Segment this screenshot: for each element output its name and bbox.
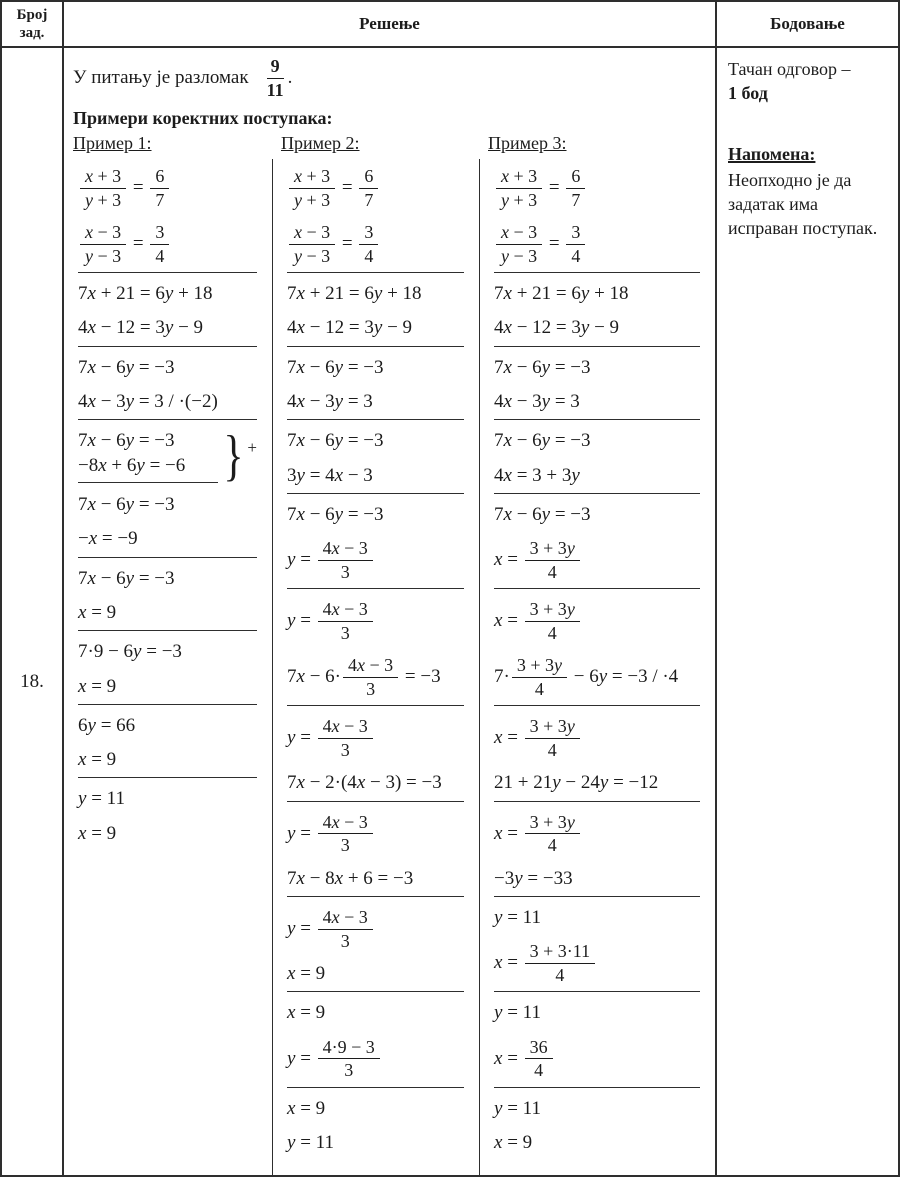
equation-block xyxy=(494,464,700,494)
math-text: 21 + 21y − 24y = −12 xyxy=(494,772,659,794)
equation-line xyxy=(78,675,257,699)
fraction-numerator: 4x − 3 xyxy=(318,538,373,561)
equation-line xyxy=(494,811,700,857)
math-text: = −3 xyxy=(400,666,441,688)
scoring-cell xyxy=(717,48,898,1175)
math-text: 7x − 6y = −3 xyxy=(78,493,175,515)
equation-block xyxy=(494,537,700,589)
fraction-numerator: 3 + 3y xyxy=(525,538,580,561)
equation-line xyxy=(287,537,464,583)
equation-line xyxy=(78,221,257,267)
equation-line xyxy=(494,1131,700,1155)
equation-line xyxy=(494,940,700,986)
fraction xyxy=(566,166,585,210)
equation-line xyxy=(78,714,257,738)
math-text: y = xyxy=(287,610,316,632)
example-columns-row xyxy=(64,159,715,1175)
equation-line xyxy=(287,867,464,891)
math-text: = xyxy=(128,232,149,254)
fraction-numerator: x − 3 xyxy=(496,222,542,245)
system-equations xyxy=(78,429,218,483)
fraction-numerator: 3 + 3·11 xyxy=(525,941,595,964)
equation-line xyxy=(78,165,257,211)
equation-block xyxy=(287,1036,464,1088)
math-text: 7x − 2·(4x − 3) = −3 xyxy=(287,772,442,794)
system-brace: } xyxy=(222,424,244,487)
fraction xyxy=(525,812,580,856)
math-text: y = xyxy=(287,822,316,844)
equation-line xyxy=(78,282,257,306)
equation-block xyxy=(494,1097,700,1121)
math-text: x = 9 xyxy=(287,963,326,985)
fraction-denominator: 3 xyxy=(340,930,350,951)
header-problem-number: Број зад. xyxy=(2,2,64,46)
equation-block xyxy=(78,493,257,517)
example-3-column xyxy=(479,159,715,1175)
fraction-numerator: 4x − 3 xyxy=(343,655,398,678)
math-text: 4x − 12 = 3y − 9 xyxy=(287,317,413,339)
math-text: y = xyxy=(287,549,316,571)
equation-block xyxy=(287,282,464,306)
math-text: = xyxy=(337,232,358,254)
equation-line xyxy=(494,503,700,527)
equation-block xyxy=(287,598,464,644)
equation-block xyxy=(287,962,464,992)
fraction-denominator: 3 xyxy=(340,739,350,760)
equation-block xyxy=(78,714,257,738)
fraction-numerator: 36 xyxy=(525,1037,553,1060)
fraction-numerator: 3 xyxy=(359,222,378,245)
math-text: y = 11 xyxy=(494,907,541,929)
equation-block xyxy=(78,221,257,273)
equation-block xyxy=(287,221,464,273)
equation-block xyxy=(494,429,700,453)
fraction-denominator: 4 xyxy=(547,739,557,760)
math-text: x = xyxy=(494,727,523,749)
equation-block xyxy=(287,715,464,761)
equation-block xyxy=(494,316,700,346)
equation-line xyxy=(287,598,464,644)
math-text: x = xyxy=(494,549,523,571)
scoring-note-text: Неопходно је да задатак има исправан поступак. xyxy=(728,169,878,239)
equation-block xyxy=(494,715,700,761)
fraction-numerator: 4x − 3 xyxy=(318,812,373,835)
equation-block xyxy=(494,282,700,306)
example-labels-row xyxy=(64,131,715,159)
equation-line xyxy=(78,493,257,517)
fraction xyxy=(150,222,169,266)
equation-block xyxy=(287,356,464,380)
intro-text: У питању је разломак xyxy=(73,67,249,88)
math-text: 7·9 − 6y = −3 xyxy=(78,641,182,663)
equation-line xyxy=(494,867,700,891)
fraction-numerator: 3 + 3y xyxy=(525,599,580,622)
fraction-denominator: 3 xyxy=(340,622,350,643)
fraction-denominator: 4 xyxy=(547,561,557,582)
solution-cell xyxy=(64,48,717,1175)
math-text: 6y = 66 xyxy=(78,714,136,736)
equation-block xyxy=(78,601,257,631)
equation-line xyxy=(287,962,464,986)
fraction-denominator: y + 3 xyxy=(85,189,122,210)
fraction-numerator: 4x − 3 xyxy=(318,716,373,739)
math-text: 4x − 3y = 3 xyxy=(287,391,373,412)
fraction xyxy=(359,222,378,266)
equation-line xyxy=(78,640,257,664)
math-text: 7x − 6y = −3 xyxy=(78,567,175,589)
equation-block xyxy=(494,771,700,801)
equation-block xyxy=(287,867,464,897)
fraction-denominator: 3 xyxy=(340,561,350,582)
fraction-numerator: 4x − 3 xyxy=(318,907,373,930)
math-text: −x = −9 xyxy=(78,528,138,550)
equation-line xyxy=(494,715,700,761)
math-text: x = xyxy=(494,1047,523,1069)
intro-fraction xyxy=(263,56,288,99)
example-2-column xyxy=(272,159,479,1175)
equation-block xyxy=(287,503,464,527)
equation-block xyxy=(287,1097,464,1121)
fraction xyxy=(80,166,126,210)
equation-line xyxy=(287,221,464,267)
math-text: 7x − 6y = −3 xyxy=(287,430,384,452)
fraction-numerator: x − 3 xyxy=(289,222,335,245)
equation-line xyxy=(287,906,464,952)
math-text: y = xyxy=(287,1047,316,1069)
math-text: x = 9 xyxy=(78,675,117,697)
math-text: x = xyxy=(494,610,523,632)
fraction xyxy=(496,222,542,266)
fraction-denominator: y − 3 xyxy=(501,245,538,266)
equation-block xyxy=(78,316,257,346)
fraction-numerator: 3 + 3y xyxy=(512,655,567,678)
scoring-correct-answer: Тачан одговор – xyxy=(728,59,851,79)
equation-system xyxy=(78,424,257,487)
fraction-numerator: x + 3 xyxy=(496,166,542,189)
fraction-numerator: 6 xyxy=(566,166,585,189)
fraction-denominator: 4 xyxy=(155,245,165,266)
math-text: 3y = 4x − 3 xyxy=(287,464,373,486)
math-text: y = xyxy=(287,727,316,749)
equation-block xyxy=(494,654,700,706)
fraction xyxy=(80,222,126,266)
equation-line xyxy=(494,316,700,340)
equation-line xyxy=(287,715,464,761)
equation-block xyxy=(287,165,464,211)
example-3-label: Пример 3: xyxy=(488,133,567,153)
fraction-denominator: 4 xyxy=(571,245,581,266)
equation-line xyxy=(287,654,464,700)
fraction-denominator: 4 xyxy=(364,245,374,266)
equation-line xyxy=(78,316,257,340)
equation-block xyxy=(494,221,700,273)
equation-line xyxy=(494,654,700,700)
equation-line xyxy=(287,1036,464,1082)
equation-line xyxy=(78,748,257,772)
equation-block xyxy=(78,356,257,380)
equation-block xyxy=(287,464,464,494)
header-solution: Решење xyxy=(64,2,717,46)
equation-line xyxy=(287,771,464,795)
equation-block xyxy=(78,282,257,306)
equation-line xyxy=(287,1131,464,1155)
equation-line xyxy=(78,822,257,846)
equation-line xyxy=(287,464,464,488)
fraction-numerator: 3 xyxy=(150,222,169,245)
fraction-numerator: 3 + 3y xyxy=(525,812,580,835)
equation-block xyxy=(287,1001,464,1025)
fraction-numerator: 3 xyxy=(566,222,585,245)
math-text: 4x − 12 = 3y − 9 xyxy=(494,317,620,339)
fraction xyxy=(512,655,567,699)
equation-line xyxy=(287,429,464,453)
equation-block xyxy=(287,811,464,857)
equation-line xyxy=(494,464,700,488)
fraction-denominator: 4 xyxy=(534,1060,544,1081)
fraction xyxy=(343,655,398,699)
equation-line xyxy=(78,567,257,591)
equation-block xyxy=(78,567,257,591)
fraction-numerator: 6 xyxy=(359,166,378,189)
math-text: 7x − 6y = −3 xyxy=(78,430,175,452)
equation-block xyxy=(494,1131,700,1155)
equation-line xyxy=(78,429,218,453)
fraction-denominator: y − 3 xyxy=(85,245,122,266)
equation-line xyxy=(494,771,700,795)
math-text: x = xyxy=(494,822,523,844)
intro-fraction-denominator: 11 xyxy=(266,79,284,100)
equation-line xyxy=(78,454,218,478)
fraction xyxy=(318,907,373,951)
math-text: − 6y = −3 / ·4 xyxy=(568,666,679,688)
equation-line xyxy=(494,282,700,306)
math-text: 4x = 3 + 3y xyxy=(494,464,580,486)
equation-block xyxy=(494,356,700,380)
equation-block xyxy=(494,598,700,644)
fraction xyxy=(318,812,373,856)
math-text: 7x − 6y = −3 xyxy=(78,356,175,378)
fraction-numerator: 6 xyxy=(150,166,169,189)
equation-block xyxy=(287,906,464,952)
equation-block xyxy=(78,675,257,705)
math-text: = xyxy=(544,232,565,254)
equation-line xyxy=(494,906,700,930)
fraction xyxy=(496,166,542,210)
equation-block xyxy=(287,537,464,589)
math-text: = xyxy=(544,176,565,198)
fraction xyxy=(359,166,378,210)
equation-block xyxy=(494,811,700,857)
math-text: 7x + 21 = 6y + 18 xyxy=(287,283,422,305)
equation-block xyxy=(78,748,257,778)
equation-line xyxy=(494,1097,700,1121)
equation-line xyxy=(287,390,464,414)
fraction-denominator: 3 xyxy=(366,678,376,699)
math-text: x = 9 xyxy=(78,749,117,771)
fraction-numerator: x + 3 xyxy=(80,166,126,189)
math-text: x = 9 xyxy=(287,1097,326,1119)
math-text: 7x − 6y = −3 xyxy=(494,430,591,452)
math-text: y = 11 xyxy=(494,1097,541,1119)
equation-line xyxy=(78,390,257,414)
fraction-denominator: 4 xyxy=(534,678,544,699)
math-text: 7x − 6y = −3 xyxy=(287,503,384,525)
equation-line xyxy=(78,356,257,380)
math-text: = xyxy=(337,176,358,198)
math-text: 4x − 3y = 3 xyxy=(494,391,580,412)
equation-block xyxy=(78,165,257,211)
equation-block xyxy=(494,906,700,930)
examples-heading: Примери коректних поступака: xyxy=(73,108,333,128)
fraction xyxy=(566,222,585,266)
math-text: y = xyxy=(287,917,316,939)
intro-line xyxy=(64,48,715,100)
example-1-label: Пример 1: xyxy=(73,133,152,153)
table-body-row xyxy=(2,48,898,1175)
math-text: x = 9 xyxy=(494,1132,533,1154)
intro-fraction-numerator: 9 xyxy=(267,56,284,78)
equation-block xyxy=(78,787,257,811)
fraction-denominator: 4 xyxy=(547,835,557,856)
fraction-denominator: 4 xyxy=(555,964,565,985)
fraction-numerator: 4x − 3 xyxy=(318,599,373,622)
math-text: y = 11 xyxy=(78,788,125,810)
equation-line xyxy=(287,356,464,380)
equation-line xyxy=(494,1001,700,1025)
scoring-points: 1 бод xyxy=(728,83,768,104)
equation-line xyxy=(78,787,257,811)
equation-block xyxy=(287,390,464,420)
math-text: 4x − 12 = 3y − 9 xyxy=(78,317,204,339)
fraction-denominator: 3 xyxy=(340,835,350,856)
fraction xyxy=(318,538,373,582)
fraction xyxy=(150,166,169,210)
equation-block xyxy=(287,771,464,801)
equation-line xyxy=(287,316,464,340)
fraction-numerator: x + 3 xyxy=(289,166,335,189)
fraction-numerator: 4·9 − 3 xyxy=(318,1037,380,1060)
fraction xyxy=(289,222,335,266)
equation-block xyxy=(287,316,464,346)
equation-line xyxy=(494,1036,700,1082)
equation-line xyxy=(494,165,700,211)
equation-block xyxy=(78,822,257,846)
task-number: 18. xyxy=(20,670,44,692)
equation-line xyxy=(78,601,257,625)
math-text: 7x + 21 = 6y + 18 xyxy=(494,283,629,305)
equation-block xyxy=(287,654,464,706)
header-scoring: Бодовање xyxy=(770,13,845,33)
equation-block xyxy=(494,940,700,992)
math-text: 7x − 8x + 6 = −3 xyxy=(287,867,414,889)
fraction xyxy=(525,599,580,643)
fraction-denominator: y − 3 xyxy=(294,245,331,266)
fraction xyxy=(318,599,373,643)
math-text: 4x − 3y = 3 / ·(−2) xyxy=(78,391,218,412)
scoring-note-heading: Напомена: xyxy=(728,143,816,164)
equation-block xyxy=(287,1131,464,1155)
intro-period: . xyxy=(287,67,293,88)
math-text: 7x − 6y = −3 xyxy=(494,503,591,525)
fraction-denominator: 7 xyxy=(155,189,165,210)
equation-block xyxy=(287,429,464,453)
fraction-denominator: y + 3 xyxy=(294,189,331,210)
math-text: = xyxy=(128,176,149,198)
fraction xyxy=(289,166,335,210)
math-text: 7x − 6y = −3 xyxy=(494,356,591,378)
math-text: −8x + 6y = −6 xyxy=(78,454,186,476)
fraction-denominator: 3 xyxy=(344,1060,354,1081)
equation-line xyxy=(287,282,464,306)
equation-line xyxy=(287,1001,464,1025)
equation-line xyxy=(494,598,700,644)
equation-line xyxy=(494,221,700,267)
fraction xyxy=(525,1037,553,1081)
math-text: 7· xyxy=(494,666,510,688)
fraction-numerator: x − 3 xyxy=(80,222,126,245)
equation-line xyxy=(494,356,700,380)
fraction-denominator: 7 xyxy=(571,189,581,210)
equation-block xyxy=(494,165,700,211)
equation-line xyxy=(494,390,700,414)
math-text: 7x − 6· xyxy=(287,666,341,688)
math-text: y = 11 xyxy=(287,1132,334,1154)
fraction-denominator: 4 xyxy=(547,622,557,643)
equation-line xyxy=(287,811,464,857)
table-header-row xyxy=(2,2,898,48)
equation-line xyxy=(494,429,700,453)
equation-line xyxy=(287,503,464,527)
example-2-label: Пример 2: xyxy=(281,133,360,153)
math-text: x = xyxy=(494,952,523,974)
equation-block xyxy=(78,390,257,420)
fraction-denominator: y + 3 xyxy=(501,189,538,210)
equation-line xyxy=(287,165,464,211)
equation-system-block xyxy=(78,424,257,487)
math-text: y = 11 xyxy=(494,1002,541,1024)
math-text: x = 9 xyxy=(78,601,117,623)
math-text: x = 9 xyxy=(78,822,117,844)
equation-line xyxy=(287,1097,464,1121)
equation-line xyxy=(78,527,257,551)
fraction xyxy=(318,1037,380,1081)
equation-block xyxy=(78,640,257,664)
equation-block xyxy=(78,527,257,557)
example-1-column xyxy=(64,159,272,1175)
equation-block xyxy=(494,1036,700,1088)
equation-block xyxy=(494,867,700,897)
fraction-denominator: 7 xyxy=(364,189,374,210)
fraction xyxy=(318,716,373,760)
fraction xyxy=(525,941,595,985)
fraction xyxy=(525,716,580,760)
math-text: 7x + 21 = 6y + 18 xyxy=(78,283,213,305)
math-text: x = 9 xyxy=(287,1002,326,1024)
task-number-cell xyxy=(2,48,64,1175)
system-plus-sign: + xyxy=(247,438,257,458)
fraction-numerator: 3 + 3y xyxy=(525,716,580,739)
equation-block xyxy=(494,503,700,527)
equation-block xyxy=(494,1001,700,1025)
math-text: −3y = −33 xyxy=(494,867,573,889)
equation-block xyxy=(494,390,700,420)
fraction xyxy=(525,538,580,582)
math-text: 7x − 6y = −3 xyxy=(287,356,384,378)
equation-line xyxy=(494,537,700,583)
